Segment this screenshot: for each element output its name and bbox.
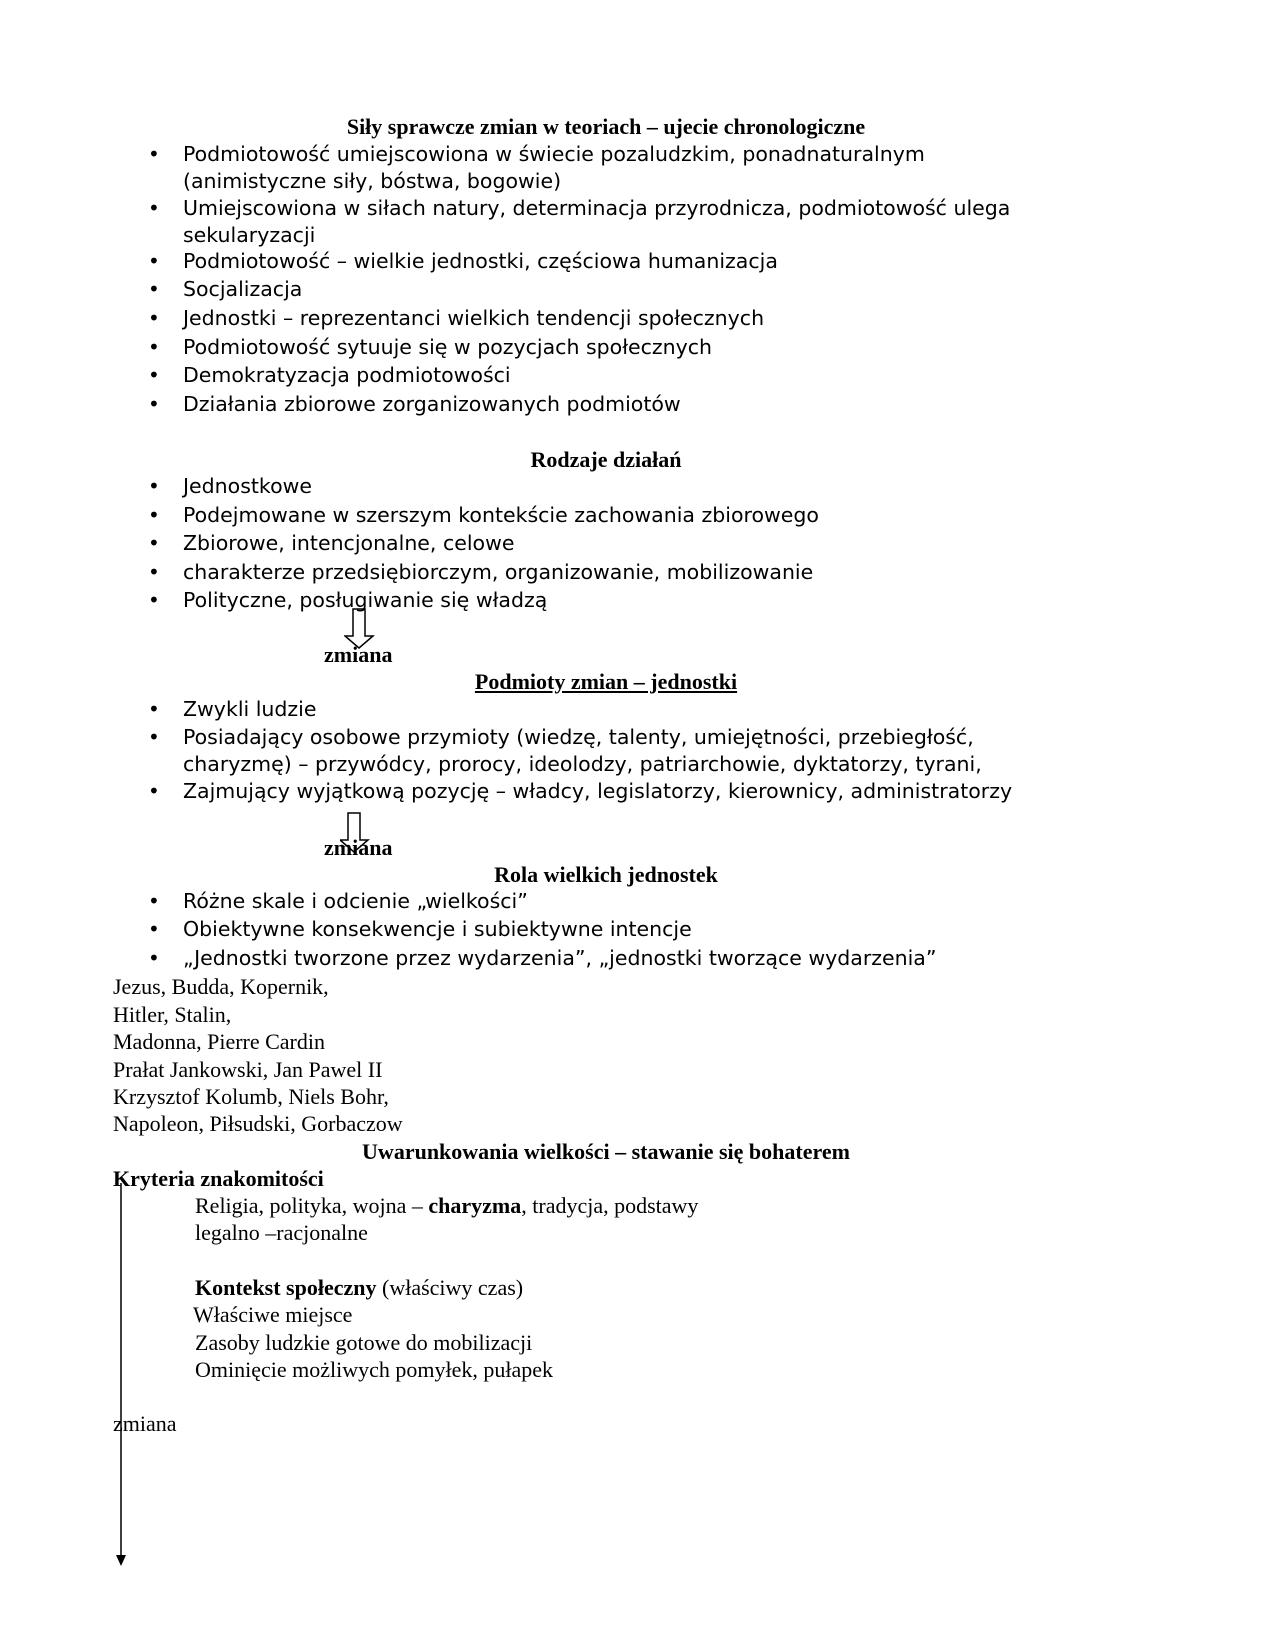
bold-text: Kontekst społeczny	[195, 1275, 377, 1300]
list-item: Różne skale i odcienie „wielkości”	[183, 889, 528, 913]
section-title: Rola wielkich jednostek	[494, 862, 718, 887]
bullet-icon: •	[148, 779, 160, 803]
list-item: Demokratyzacja podmiotowości	[183, 363, 511, 387]
bullet-icon: •	[148, 917, 160, 941]
names-line: Jezus, Budda, Kopernik,	[113, 974, 329, 999]
text: Religia, polityka, wojna –	[195, 1193, 429, 1218]
bullet-icon: •	[148, 725, 160, 749]
list-item: charyzmę) – przywódcy, prorocy, ideolodzy, patriarchowie, dyktatorzy, tyrani,	[183, 751, 982, 776]
criteria-heading: Kryteria znakomitości	[113, 1166, 324, 1191]
list-item: (animistyczne siły, bóstwa, bogowie)	[183, 168, 562, 193]
vertical-arrow-icon	[112, 1183, 132, 1568]
bullet-icon: •	[148, 889, 160, 913]
section-title: Siły sprawcze zmian w teoriach – ujecie chronologiczne	[346, 114, 866, 139]
bullet-icon: •	[148, 277, 160, 301]
bullet-icon: •	[148, 474, 160, 498]
list-item: Jednostkowe	[183, 474, 312, 498]
criteria-line	[195, 1192, 698, 1219]
bullet-icon: •	[148, 503, 160, 527]
list-item: Podmiotowość sytuuje się w pozycjach społecznych	[183, 335, 713, 359]
bold-text: charyzma	[428, 1193, 522, 1218]
bullet-icon: •	[148, 306, 160, 330]
bullet-icon: •	[148, 142, 160, 166]
list-item: Działania zbiorowe zorganizowanych podmiotów	[183, 392, 681, 416]
list-item: Socjalizacja	[183, 277, 303, 301]
section-title: Podmioty zmian – jednostki	[474, 669, 738, 694]
bullet-icon: •	[148, 249, 160, 273]
bullet-icon: •	[148, 363, 160, 387]
bullet-icon: •	[148, 196, 160, 220]
context-line	[195, 1274, 523, 1301]
bullet-icon: •	[148, 531, 160, 555]
bullet-icon: •	[148, 946, 160, 970]
bullet-icon: •	[148, 560, 160, 584]
list-item: Podmiotowość umiejscowiona w świecie pozaludzkim, ponadnaturalnym	[183, 142, 925, 166]
text: (właściwy czas)	[376, 1275, 524, 1300]
list-item: Umiejscowiona w siłach natury, determinacja przyrodnicza, podmiotowość ulega	[183, 196, 1011, 220]
list-item: charakterze przedsiębiorczym, organizowanie, mobilizowanie	[183, 560, 814, 584]
bullet-icon: •	[148, 588, 160, 612]
arrow-label: zmiana	[324, 835, 393, 860]
list-item: Posiadający osobowe przymioty (wiedzę, talenty, umiejętności, przebiegłość,	[183, 725, 974, 749]
list-item: Polityczne, posługiwanie się władzą	[183, 588, 548, 612]
criteria-line: legalno –racjonalne	[195, 1220, 368, 1245]
context-line: Właściwe miejsce	[193, 1302, 353, 1327]
text: , tradycja, podstawy	[521, 1193, 699, 1218]
list-item: Zwykli ludzie	[183, 697, 317, 721]
context-line: Zasoby ludzkie gotowe do mobilizacji	[195, 1330, 533, 1355]
names-line: Madonna, Pierre Cardin	[113, 1029, 325, 1054]
arrow-label: zmiana	[324, 642, 393, 667]
names-line: Hitler, Stalin,	[113, 1002, 232, 1027]
list-item: Podejmowane w szerszym kontekście zachowania zbiorowego	[183, 503, 819, 527]
context-line: Ominięcie możliwych pomyłek, pułapek	[195, 1357, 554, 1382]
names-line: Napoleon, Piłsudski, Gorbaczow	[113, 1111, 403, 1136]
names-line: Krzysztof Kolumb, Niels Bohr,	[113, 1084, 389, 1109]
list-item: Jednostki – reprezentanci wielkich tendencji społecznych	[183, 306, 765, 330]
list-item: Zajmujący wyjątkową pozycję – władcy, legislatorzy, kierownicy, administratorzy	[183, 779, 1013, 803]
bottom-label: zmiana	[113, 1411, 177, 1436]
list-item: „Jednostki tworzone przez wydarzenia”, „jednostki tworzące wydarzenia”	[183, 946, 937, 970]
section-title: Uwarunkowania wielkości – stawanie się bohaterem	[362, 1139, 850, 1164]
list-item: Podmiotowość – wielkie jednostki, częściowa humanizacja	[183, 249, 778, 273]
list-item: Obiektywne konsekwencje i subiektywne intencje	[183, 917, 692, 941]
bullet-icon: •	[148, 697, 160, 721]
names-line: Prałat Jankowski, Jan Pawel II	[113, 1057, 383, 1082]
section-title: Rodzaje działań	[530, 447, 682, 472]
bullet-icon: •	[148, 392, 160, 416]
list-item: Zbiorowe, intencjonalne, celowe	[183, 531, 515, 555]
list-item: sekularyzacji	[183, 222, 316, 247]
bullet-icon: •	[148, 335, 160, 359]
